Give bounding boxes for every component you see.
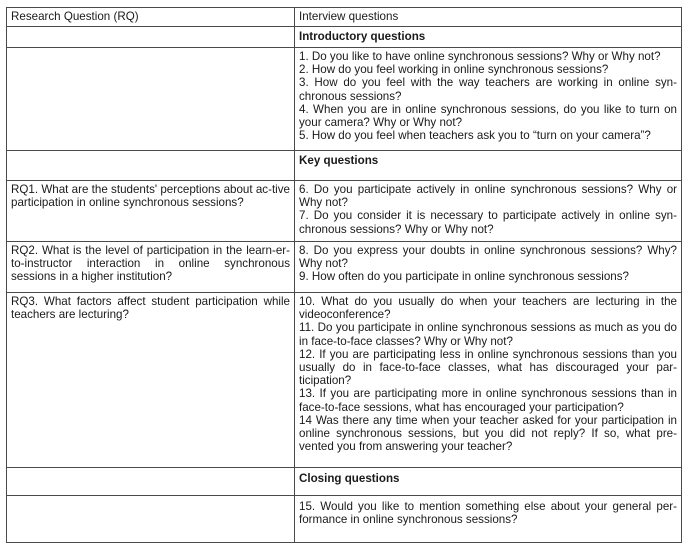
empty-rq-cell bbox=[7, 496, 295, 543]
section-title-closing: Closing questions bbox=[295, 468, 682, 496]
section-header-row-closing bbox=[7, 468, 682, 496]
questions-cell bbox=[295, 242, 682, 293]
table-row-introductory-questions bbox=[7, 48, 682, 151]
section-header-row-key bbox=[7, 151, 682, 181]
question-8: 8. Do you express your doubts in online synchronous sessions? Why? Why not? bbox=[299, 244, 677, 271]
empty-rq-cell bbox=[7, 48, 295, 151]
question-14: 14 Was there any time when your teacher asked for your participation in online synchronous sessions, but you did not reply? If so, what pre-vented you from answering your teacher? bbox=[299, 413, 677, 454]
empty-rq-cell bbox=[7, 468, 295, 496]
rq2-cell: RQ2. What is the level of participation in the learn-er-to-instructor interaction in online synchronous sessions in a higher institution? bbox=[7, 242, 295, 293]
question-13: 13. If you are participating more in online synchronous sessions than in face-to-face sessions, what has encouraged your participation? bbox=[299, 387, 677, 414]
question-1: 1. Do you like to have online synchronous sessions? Why or Why not? bbox=[299, 50, 661, 63]
empty-rq-cell bbox=[7, 151, 295, 181]
section-title-introductory: Introductory questions bbox=[295, 27, 682, 48]
questions-cell bbox=[295, 293, 682, 468]
header-interview-questions: Interview questions bbox=[295, 8, 682, 27]
questions-cell bbox=[295, 48, 682, 151]
rq3-cell: RQ3. What factors affect student participation while teachers are lecturing? bbox=[7, 293, 295, 468]
table-row-closing-questions bbox=[7, 496, 682, 543]
table-row-rq2 bbox=[7, 242, 682, 293]
question-15: 15. Would you like to mention something else about your general per-formance in online synchronous sessions? bbox=[299, 500, 677, 527]
question-10: 10. What do you usually do when your teachers are lecturing in the videoconference? bbox=[299, 295, 677, 322]
table-row-rq3 bbox=[7, 293, 682, 468]
questions-cell bbox=[295, 181, 682, 242]
section-header-row-introductory bbox=[7, 27, 682, 48]
table-row-rq1 bbox=[7, 181, 682, 242]
question-11: 11. Do you participate in online synchronous sessions as much as you do in face-to-face classes? Why or Why not? bbox=[299, 321, 677, 348]
header-research-question: Research Question (RQ) bbox=[7, 8, 295, 27]
section-title-key: Key questions bbox=[295, 151, 682, 181]
rq1-cell: RQ1. What are the students' perceptions about ac-tive participation in online synchronous sessions? bbox=[7, 181, 295, 242]
question-2: 2. How do you feel working in online synchronous sessions? bbox=[299, 63, 609, 77]
question-5: 5. How do you feel when teachers ask you to “turn on your camera”? bbox=[299, 129, 651, 143]
question-4: 4. When you are in online synchronous sessions, do you like to turn on your camera? Why or Why not? bbox=[299, 102, 677, 130]
interview-questions-table bbox=[6, 7, 682, 543]
table-header-row bbox=[7, 8, 682, 27]
question-12: 12. If you are participating less in online synchronous sessions than you usually do in face-to-face classes, what has discouraged your par-ticipation? bbox=[299, 347, 677, 388]
question-7: 7. Do you consider it is necessary to participate actively in online syn-chronous sessions? Why or Why not? bbox=[299, 209, 677, 236]
question-6: 6. Do you participate actively in online synchronous sessions? Why or Why not? bbox=[299, 183, 677, 210]
questions-cell bbox=[295, 496, 682, 543]
question-9: 9. How often do you participate in online synchronous sessions? bbox=[299, 270, 629, 284]
question-3: 3. How do you feel with the way teachers are working in online syn-chronous sessions? bbox=[299, 76, 677, 103]
empty-rq-cell bbox=[7, 27, 295, 48]
